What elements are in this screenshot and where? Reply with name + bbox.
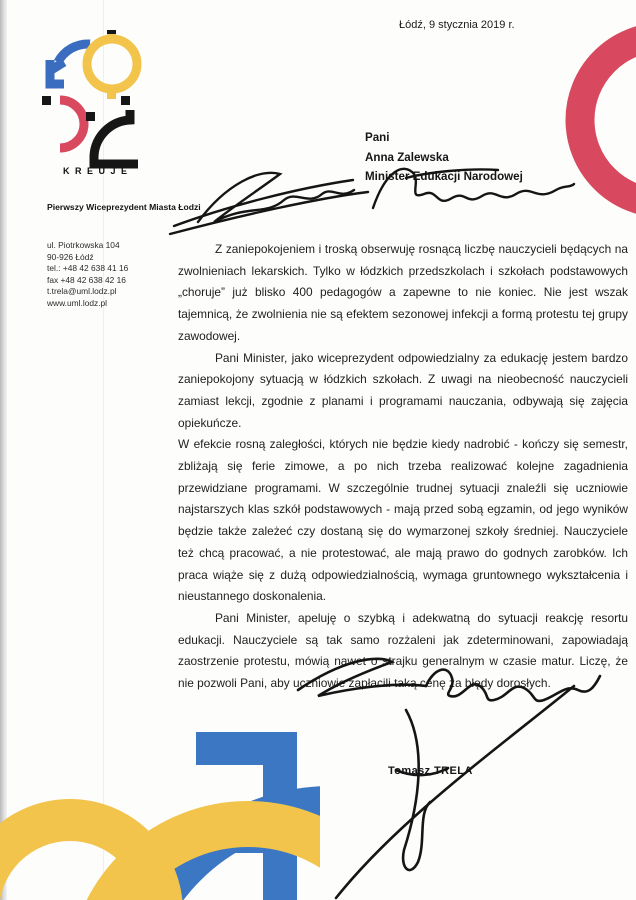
bottom-logo-decoration (0, 700, 320, 900)
lodz-kreuje-logo-icon (34, 22, 156, 172)
contact-postal-city: 90-926 Łódź (47, 251, 94, 262)
logo-letter-d-pink (42, 96, 84, 148)
contact-website: www.uml.lodz.pl (47, 297, 108, 308)
contact-fax: fax +48 42 638 42 16 (47, 274, 126, 285)
recipient-salutation: Pani (365, 131, 390, 144)
contact-email: t.trela@uml.lodz.pl (47, 286, 117, 297)
sender-title: Pierwszy Wiceprezydent Miasta Łodzi (47, 202, 201, 212)
letter-date: Łódź, 9 stycznia 2019 r. (399, 19, 515, 31)
letter-body (178, 239, 628, 695)
recipient-title: Minister Edukacji Narodowej (365, 170, 523, 183)
paragraph-2: Pani Minister, jako wiceprezydent odpowiedzialny za edukację jestem bardzo zaniepokojony sytuacją w łódzkich szkołach. Z uwagi na nieobecność nauczycieli zamiast lekcji, zgodnie z planami i programami nauczania, odbywają się zajęcia opiekuńcze. (178, 350, 628, 430)
contact-street: ul. Piotrkowska 104 (47, 240, 120, 250)
logo-letter-o-yellow (87, 30, 137, 99)
logo-kreuje-label: KREUJE (63, 166, 133, 176)
handwritten-greeting (168, 160, 578, 240)
paragraph-4: Pani Minister, apeluję o szybką i adekwatną do sytuacji reakcję resortu edukacji. Nauczyciele są tak samo rozżaleni jak zdeterminowani, zapowiadają zaostrzenie protestu, mówią nawet o strajku generalnym w czasie matur. Liczę, że nie pozwoli Pani, aby uczniowie zapłacili taką cenę za błędy dorosłych. (178, 610, 628, 691)
logo-letter-z-black (86, 96, 138, 164)
signer-name: Tomasz TRELA (388, 765, 473, 777)
recipient-name: Anna Zalewska (365, 150, 449, 164)
paragraph-3: W efekcie rosną zaległości, których nie będzie kiedy nadrobić - kończy się semestr, zbliżają się ferie zimowe, a po nich trzeba realizować kolejne zagadnienia przewidziane programami. W szczególnie trudnej sytuacji znaleźli się uczniowie najstarszych klas szkół podstawowych - mają przed sobą egzamin, od jego wyników będzie także zależeć czy dostaną się do wymarzonej szkoły średniej. Nauczyciele też chcą pracować, a nie protestować, ale mają prawo do godnych zarobków. Ich praca wiąże się z dużą odpowiedzialnością, wymaga gruntownego wykształcenia i nieustannego doskonalenia. (178, 437, 628, 604)
sender-contact-block (47, 240, 128, 310)
paragraph-1: Z zaniepokojeniem i troską obserwuję rosnącą liczbę nauczycieli będących na zwolnieniach lekarskich. Tylko w łódzkich przedszkolach i szkołach podstawowych „choruje” już blisko 400 pedagogów a zapewne to nie koniec. Nie jest wszak tajemnicą, że zwolnienia nie są efektem sezonowej infekcji a formą protestu tej grupy zawodowej. (178, 242, 628, 343)
contact-phone: tel.: +48 42 638 41 16 (47, 263, 129, 274)
